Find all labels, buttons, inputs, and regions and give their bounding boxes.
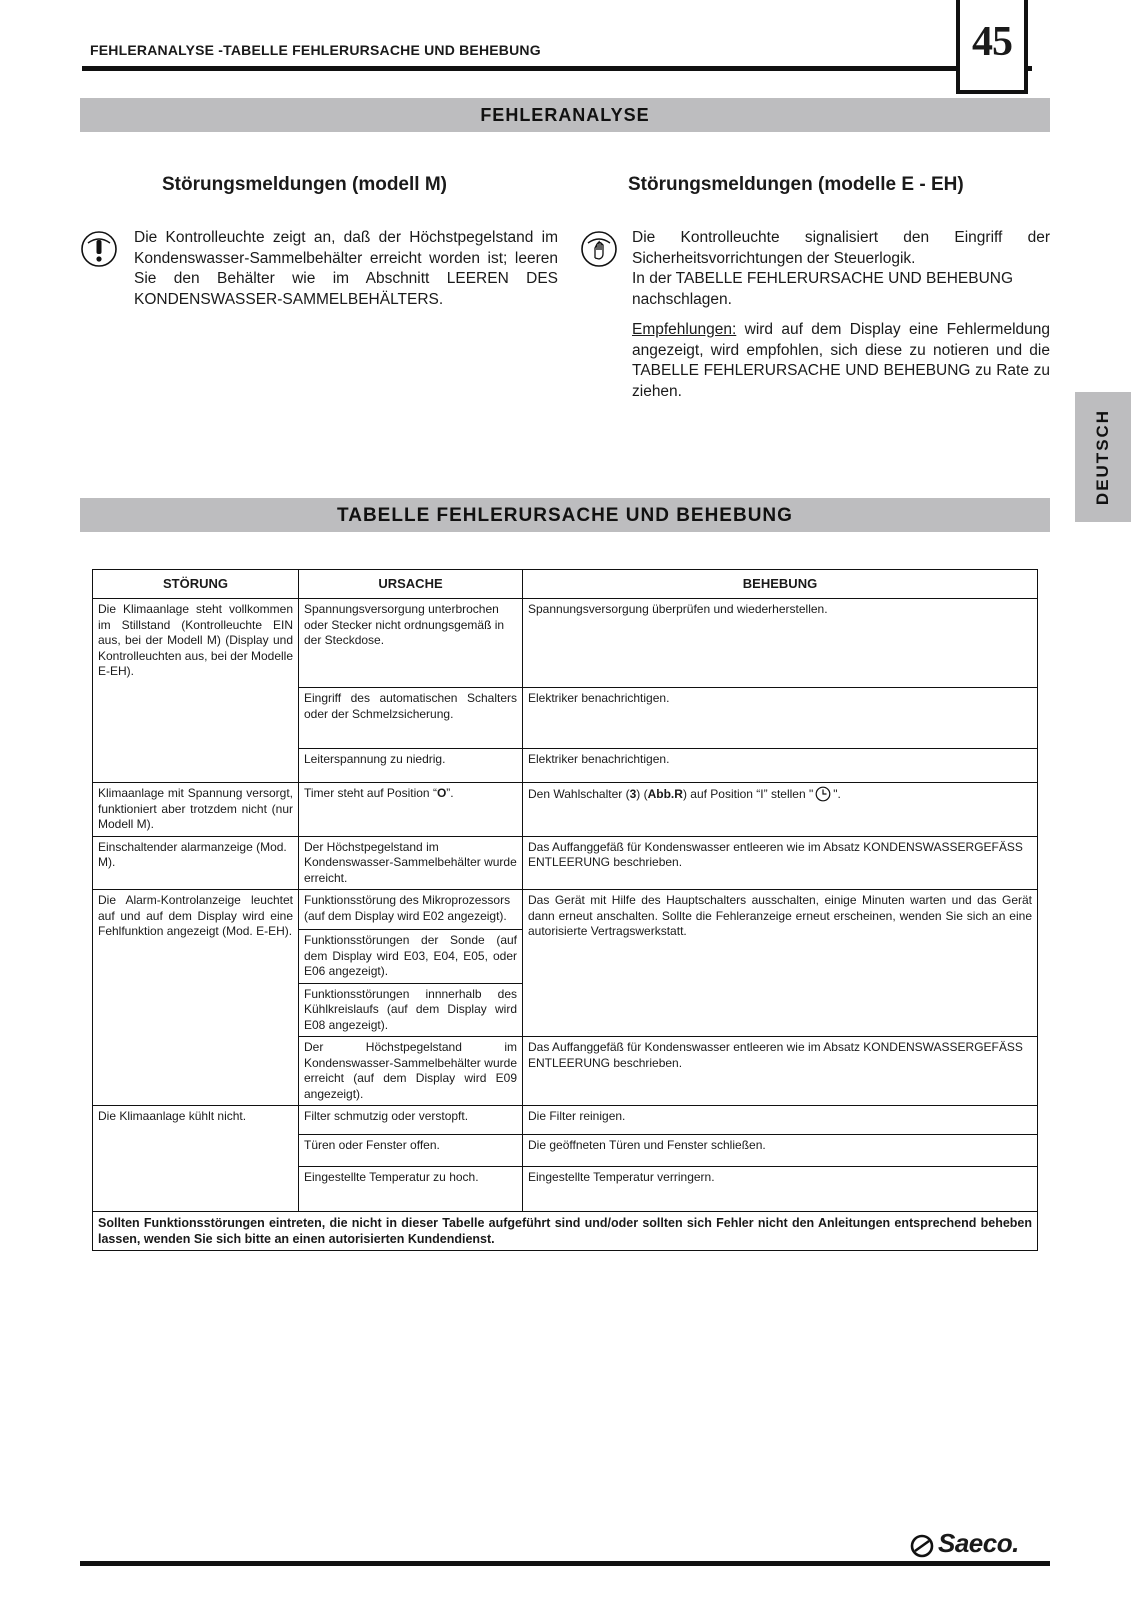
saeco-brand: Saeco.	[938, 1528, 1019, 1558]
modelle-e-eh-text-2: In der TABELLE FEHLERURSACHE UND BEHEBUNG nachschlagen.	[632, 270, 1014, 308]
header-rule	[82, 66, 1032, 71]
table-row	[93, 783, 1038, 837]
remedy-switch-number: 3	[629, 787, 637, 801]
hand-alert-icon	[580, 230, 618, 268]
cause-cell: Türen oder Fenster offen.	[299, 1135, 523, 1167]
section-title-fehleranalyse: FEHLERANALYSE	[80, 98, 1050, 132]
header-stoerung: STÖRUNG	[93, 570, 299, 599]
table-header-row	[93, 570, 1038, 599]
page-number-box	[956, 0, 1028, 94]
remedy-text-post: ) auf Position “I” stellen "	[682, 787, 814, 801]
warning-exclamation-icon	[80, 230, 118, 268]
cause-cell: Eingestellte Temperatur zu hoch.	[299, 1167, 523, 1212]
remedy-cell: Das Auffanggefäß für Kondenswasser entleeren wie im Absatz KONDENSWASSERGEFÄSS ENTLEERUNG beschrieben.	[523, 1037, 1038, 1106]
remedy-cell	[523, 783, 1038, 837]
remedy-cell: Spannungsversorgung überprüfen und wiederherstellen.	[523, 599, 1038, 688]
saeco-logo-icon	[910, 1534, 934, 1558]
remedy-text-pre: Den Wahlschalter (	[528, 787, 630, 801]
remedy-text-end: ".	[833, 787, 841, 801]
recommendation-paragraph	[632, 320, 1050, 402]
modell-m-description: Die Kontrolleuchte zeigt an, daß der Höchstpegelstand im Kondenswasser-Sammelbehälter erreicht worden ist; leeren Sie den Behälter wie im Abschnitt LEEREN DES KONDENSWASSER-SAMMELBEHÄLTERS.	[134, 229, 558, 308]
table-row	[93, 599, 1038, 688]
cause-cell: Funktionsstörung des Mikroprozessors (auf dem Display wird E02 angezeigt).	[299, 890, 523, 930]
cause-cell: Funktionsstörungen der Sonde (auf dem Display wird E03, E04, E05, oder E06 angezeigt).	[299, 930, 523, 984]
table-row	[93, 1106, 1038, 1135]
footer-rule	[80, 1561, 1050, 1566]
table-row	[93, 890, 1038, 930]
heading-modell-m: Störungsmeldungen (modell M)	[162, 174, 447, 195]
fault-cell: Klimaanlage mit Spannung versorgt, funktioniert aber trotzdem nicht (nur Modell M).	[93, 783, 299, 837]
remedy-cell: Das Gerät mit Hilfe des Hauptschalters ausschalten, einige Minuten warten und das Gerät dann erneut anschalten. Sollte die Fehleranzeige erneut erscheinen, wenden Sie sich an eine autorisierte Vertragswerkstatt.	[523, 890, 1038, 1037]
remedy-cell: Elektriker benachrichtigen.	[523, 688, 1038, 749]
cause-cell: Filter schmutzig oder verstopft.	[299, 1106, 523, 1135]
running-header-title: FEHLERANALYSE -TABELLE FEHLERURSACHE UND BEHEBUNG	[90, 42, 541, 58]
language-tab	[1075, 392, 1131, 522]
language-tab-label: DEUTSCH	[1093, 408, 1112, 506]
remedy-text-mid: ) (	[636, 787, 648, 801]
cause-position-o: O	[436, 786, 447, 800]
cause-cell	[299, 783, 523, 837]
header-ursache: URSACHE	[299, 570, 523, 599]
header-behebung: BEHEBUNG	[523, 570, 1038, 599]
cause-cell: Leiterspannung zu niedrig.	[299, 749, 523, 783]
cause-cell: Spannungsversorgung unterbrochen oder Stecker nicht ordnungsgemäß in der Steckdose.	[299, 599, 523, 688]
table-row	[93, 836, 1038, 890]
fault-table	[92, 569, 1038, 1251]
remedy-cell: Das Auffanggefäß für Kondenswasser entleeren wie im Absatz KONDENSWASSERGEFÄSS ENTLEERUNG beschrieben.	[523, 836, 1038, 890]
remedy-cell: Die Filter reinigen.	[523, 1106, 1038, 1135]
recommendation-text: wird auf dem Display eine Fehlermeldung angezeigt, wird empfohlen, sich diese zu notieren und die TABELLE FEHLERURSACHE UND BEHEBUNG zu Rate zu ziehen.	[632, 321, 1050, 400]
heading-modelle-e-eh: Störungsmeldungen (modelle E - EH)	[628, 174, 964, 195]
table-footer-row	[93, 1212, 1038, 1251]
fault-cell: Die Klimaanlage steht vollkommen im Stillstand (Kontrolleuchte EIN aus, bei der Modell M) (Display und Kontrolleuchten aus, bei der Modelle E-EH).	[93, 599, 299, 783]
cause-cell: Funktionsstörungen innnerhalb des Kühlkreislaufs (auf dem Display wird E08 angezeigt).	[299, 983, 523, 1037]
remedy-cell: Elektriker benachrichtigen.	[523, 749, 1038, 783]
cause-text-post: ”.	[446, 786, 454, 800]
cause-cell: Eingriff des automatischen Schalters oder der Schmelzsicherung.	[299, 688, 523, 749]
section-title-fehlertabelle: TABELLE FEHLERURSACHE UND BEHEBUNG	[80, 498, 1050, 532]
modelle-e-eh-description	[632, 228, 1050, 310]
cause-text-pre: Timer steht auf Position “	[304, 786, 437, 800]
clock-icon	[815, 786, 831, 802]
remedy-cell: Die geöffneten Türen und Fenster schließen.	[523, 1135, 1038, 1167]
page-number: 45	[972, 19, 1012, 65]
modelle-e-eh-text-1: Die Kontrolleuchte signalisiert den Eingriff der Sicherheitsvorrichtungen der Steuerlogik.	[632, 229, 1050, 267]
recommendation-label: Empfehlungen:	[632, 321, 737, 338]
cause-cell: Der Höchstpegelstand im Kondenswasser-Sammelbehälter wurde erreicht (auf dem Display wird E09 angezeigt).	[299, 1037, 523, 1106]
fault-cell: Die Klimaanlage kühlt nicht.	[93, 1106, 299, 1212]
remedy-figure-ref: Abb.R	[647, 787, 683, 801]
fault-cell: Einschaltender alarmanzeige (Mod. M).	[93, 836, 299, 890]
table-footer-note: Sollten Funktionsstörungen eintreten, die nicht in dieser Tabelle aufgeführt sind und/oder sollten sich Fehler nicht den Anleitungen entsprechend beheben lassen, wenden Sie sich bitte an einen autorisierten Kundendienst.	[93, 1212, 1038, 1251]
remedy-cell: Eingestellte Temperatur verringern.	[523, 1167, 1038, 1212]
fault-cell: Die Alarm-Kontrolanzeige leuchtet auf und auf dem Display wird eine Fehlfunktion angezeigt (Mod. E-EH).	[93, 890, 299, 1106]
cause-cell: Der Höchstpegelstand im Kondenswasser-Sammelbehälter wurde erreicht.	[299, 836, 523, 890]
